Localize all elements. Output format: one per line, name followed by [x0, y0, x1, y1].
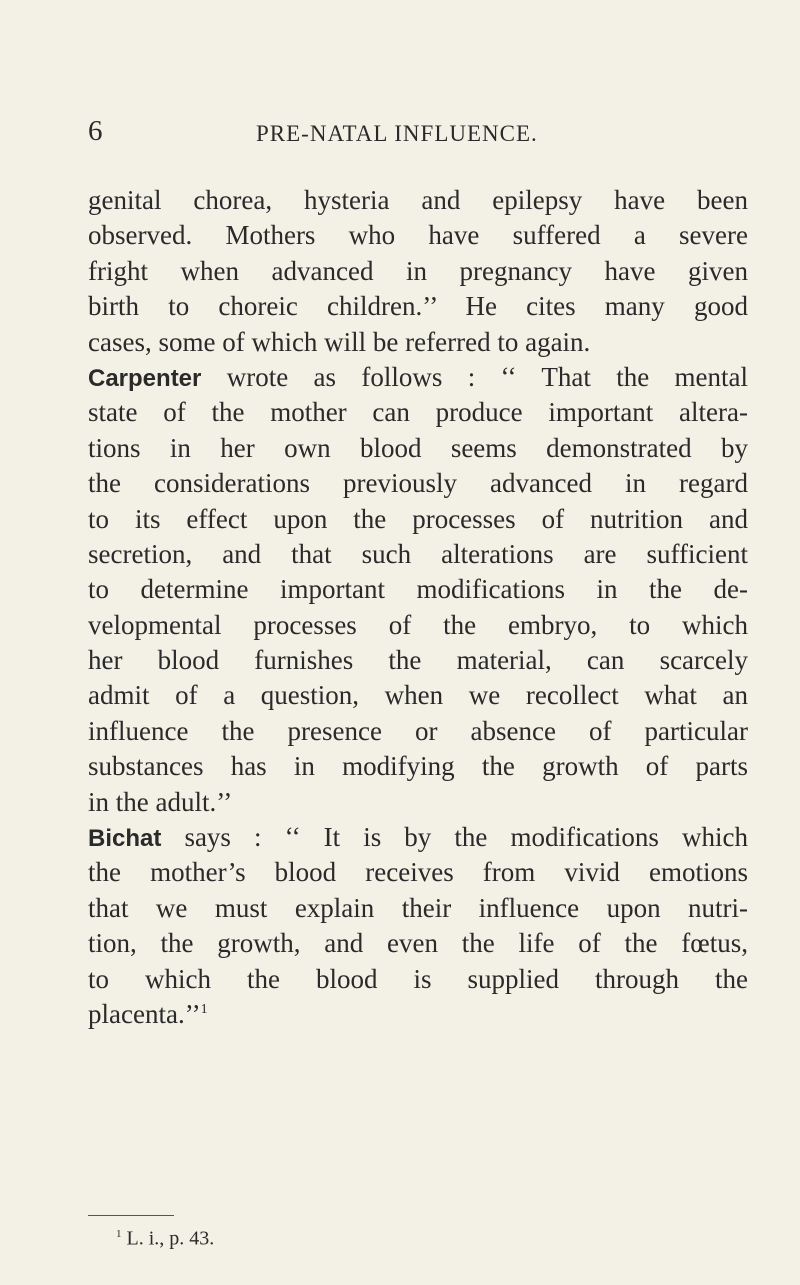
- text-line: in the adult.’’: [88, 786, 233, 817]
- text-line: genital chorea, hysteria and epilepsy have been: [88, 185, 748, 215]
- text-line: velopmental processes of the embryo, to which: [88, 609, 748, 640]
- text-line: tions in her own blood seems demonstrated by: [88, 432, 748, 463]
- text-line: [88, 360, 748, 395]
- text-line: cases, some of which will be referred to again.: [88, 326, 591, 357]
- page-number: 6: [88, 115, 103, 147]
- text-line: [88, 820, 748, 855]
- text-line: fright when advanced in pregnancy have given: [88, 255, 748, 286]
- text-line: to determine important modifications in the de-: [88, 574, 748, 605]
- text-line: secretion, and that such alterations are sufficient: [88, 538, 748, 569]
- footnote-rule: [88, 1215, 174, 1216]
- author-name-carpenter: Carpenter: [88, 364, 202, 392]
- text-line: birth to choreic children.’’ He cites many good: [88, 291, 748, 322]
- author-name-bichat: Bichat: [88, 825, 162, 853]
- text-line: the considerations previously advanced in regard: [88, 468, 748, 499]
- text-line: admit of a question, when we recollect what an: [88, 680, 748, 711]
- text-line: [88, 997, 748, 1032]
- text-line: to its effect upon the processes of nutrition and: [88, 503, 748, 534]
- text-line: her blood furnishes the material, can scarcely: [88, 645, 748, 676]
- text-line: influence the presence or absence of particular: [88, 715, 748, 746]
- text-line: the mother’s blood receives from vivid emotions: [88, 857, 748, 888]
- text-line: that we must explain their influence upon nutri-: [88, 892, 748, 923]
- text-line: substances has in modifying the growth of parts: [88, 751, 748, 782]
- text-line: state of the mother can produce important altera-: [88, 397, 748, 428]
- text-span: says : ‘‘ It is by the modifications which: [161, 822, 748, 853]
- text-span: placenta.’’: [88, 998, 201, 1029]
- footnote-marker: 1: [116, 1228, 122, 1240]
- footnote-reference: 1: [200, 1001, 208, 1017]
- text-span: wrote as follows : ‘‘ That the mental: [201, 361, 748, 392]
- page-header: [88, 116, 748, 156]
- body-text: [88, 183, 748, 1032]
- footnote-text: L. i., p. 43.: [126, 1227, 215, 1250]
- text-line: to which the blood is supplied through the: [88, 963, 748, 994]
- footnote: [116, 1223, 214, 1250]
- running-head: PRE-NATAL INFLUENCE.: [256, 121, 538, 146]
- text-line: tion, the growth, and even the life of the fœtus,: [88, 928, 748, 959]
- text-line: observed. Mothers who have suffered a severe: [88, 220, 748, 251]
